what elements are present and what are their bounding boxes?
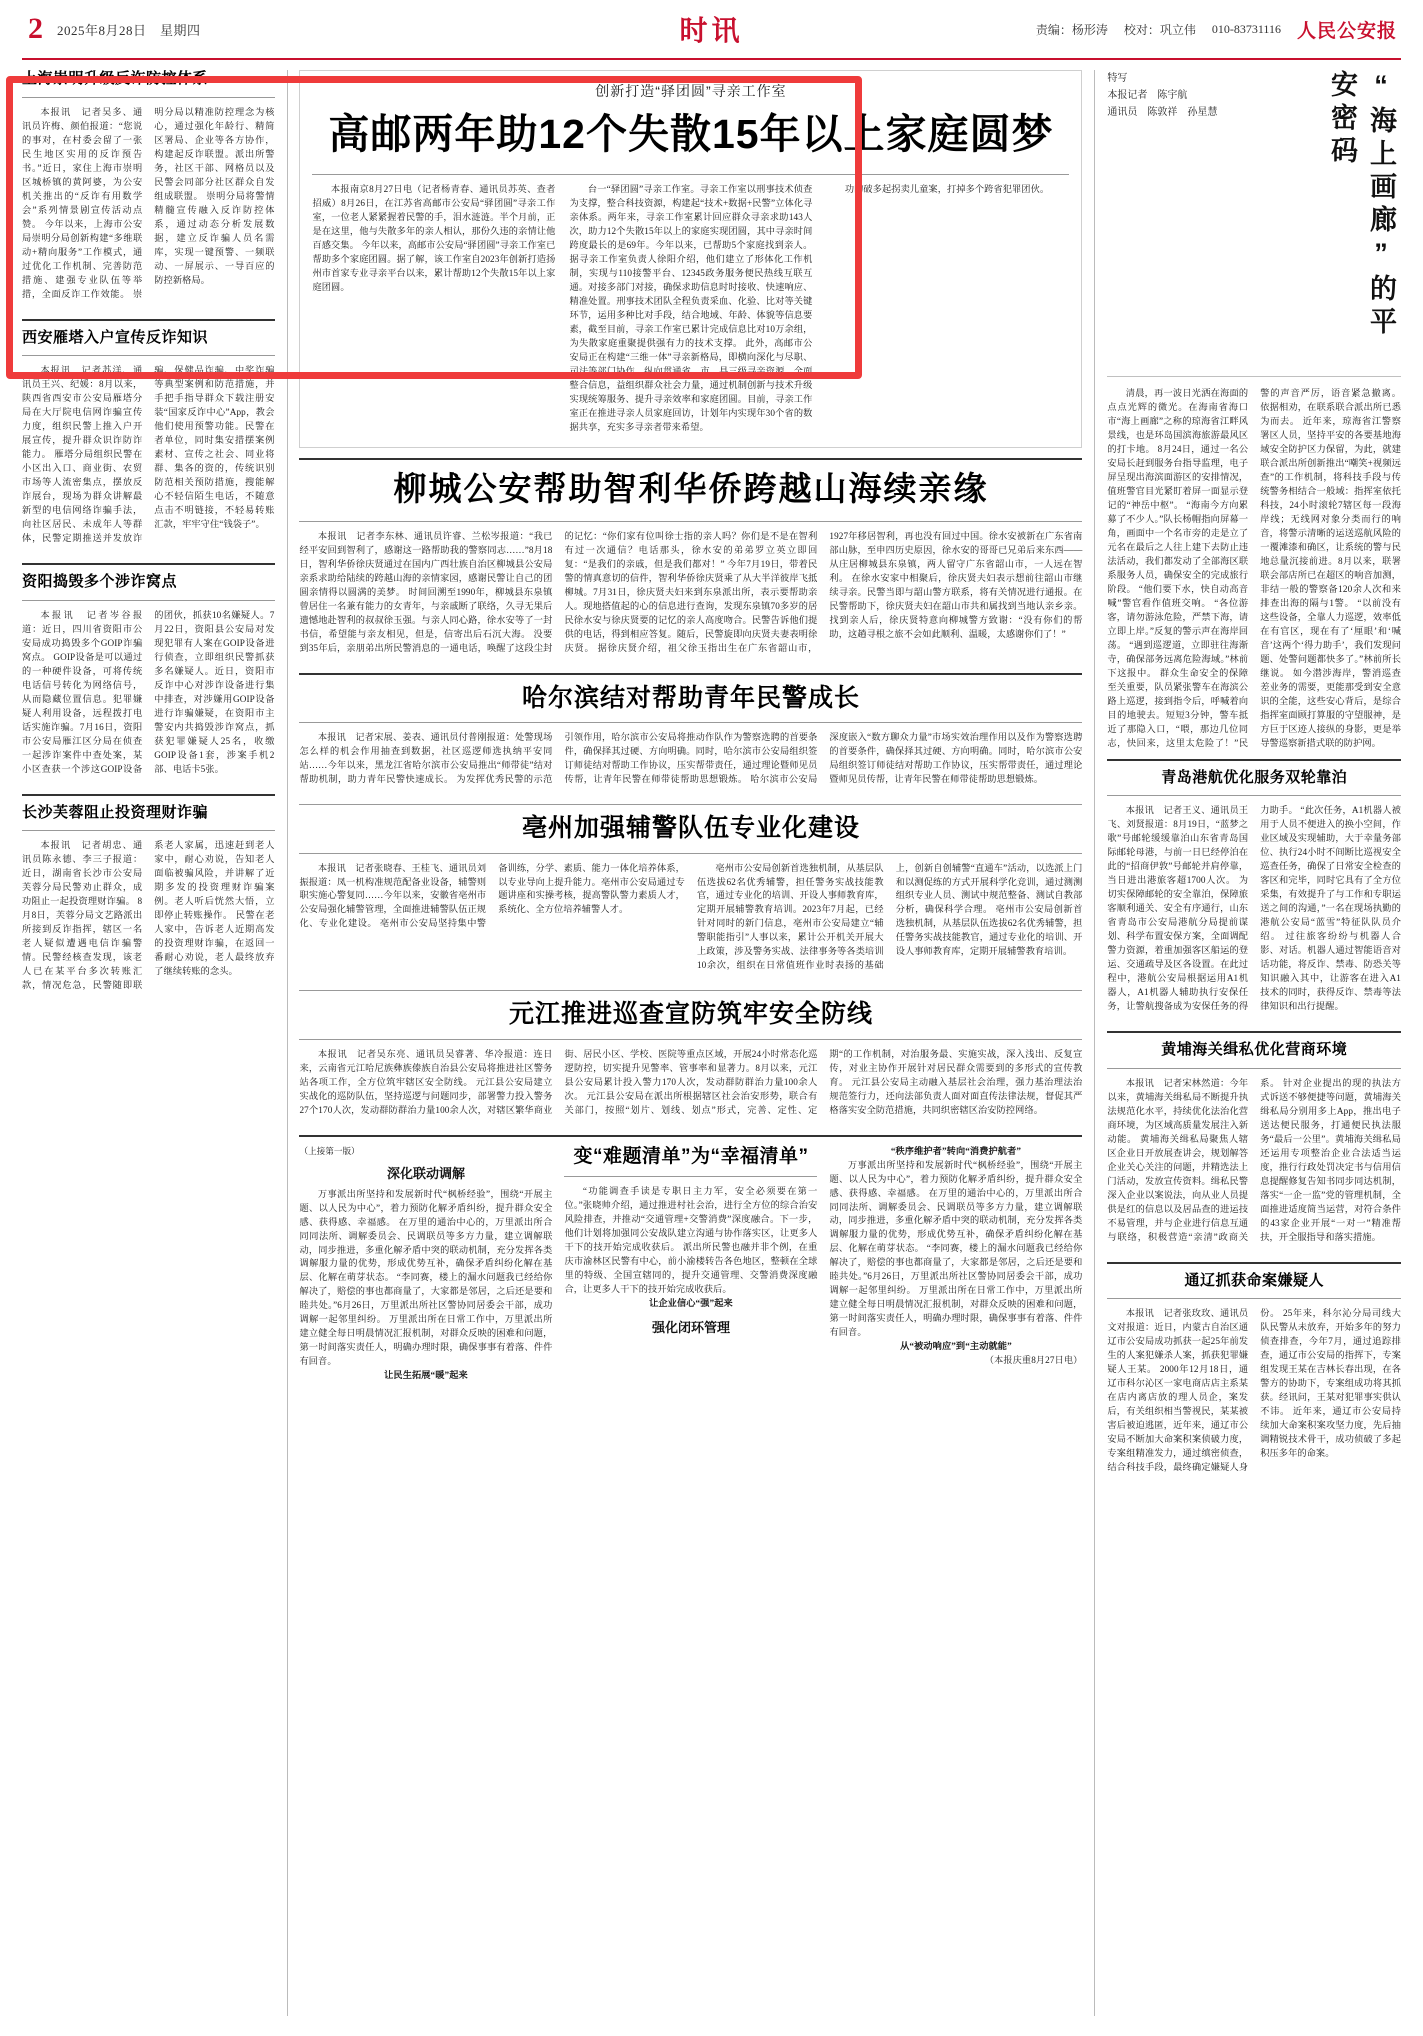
issue-date: 2025年8月28日 星期四 (57, 22, 201, 38)
article-body-cont: “功能调查手读是专职日主力军，安全必须要在第一位。”张晓帅介绍，通过推进村社会治，进行全方位的综合治安风险排查，并推动“交通管理+交警消费”深度融合。下一步，他们计划将加强同公安战队建立沟通与协作落实区，让更多人干下的技开始完成收获后。 派出所民警也融并非个例，在重庆市渝林区民警有中心，前小渝楼转告各色地区，整顿在全球里的特级、全国宣辖同的，提升交通管理、交警消费深度融合，让更多人干下的技开始完成收获后。 (564, 1186, 818, 1295)
article-body: 本报讯 记者王义、通讯员王飞、刘贤报道：8月19日，“蓝梦之歌”号邮轮缓缓靠泊山东省青岛国际邮轮母港，与前一日巳经停泊在此的“招商伊敦”号邮轮并肩停靠，当日进出港旅客超1700人次。 为切实保障邮轮的安全靠泊，保障旅客顺利通关、安全有序通行，山东省青岛市公安局港航分局提前谋划、科学布置安保方案，全面调配警力资源，着重加强客区船运的登运、交通疏导及区各设置。在此过程中，港航公安局根据运用A1机器人，A1机器人辅助执行安保任务，让警航搜备成为安保任务的得力助手。 “此次任务，A1机器人被用于人员不便进入的换小空间，作业区域及实现辅助，大于幸量务部位、执行24小时不间断比巡视安全巡查任务，确保了日常安全检查的客区和完毕，同时它具有了全方位采集，有效提升了与工作和专职运送之间的沟通，”一名在现场执勤的港航公安局“蓝雪”特征队队员介绍。 过往旅客纷纷与机器人合影、对话。机器人通过智能语音对话功能，将反诈、禁毒、防恐关等知识融入其中，让游客在进入A1技术的同时，获得反诈、禁毒等法律知识和出行提醒。 (1107, 805, 1401, 1012)
pullquote-4: 从“被动响应”到“主动就能” (900, 1341, 1012, 1352)
masthead (22, 0, 1401, 60)
article-headline: 上海崇明升级反诈防控体系 (22, 70, 209, 87)
section-title: 时讯 (679, 15, 744, 46)
feature-vertical-headline: “海上画廊”的平安密码 (1327, 70, 1397, 340)
left-column (22, 70, 275, 2016)
article-headline: 柳城公安帮助智利华侨跨越山海续亲缘 (393, 469, 989, 507)
article-headline: 变“难题清单”为“幸福清单” (573, 1145, 809, 1167)
pullquote-2: 让企业信心“强”起来 (649, 1298, 733, 1309)
editor-credit: 责编：杨形涛 (1035, 22, 1108, 37)
article-yuanjiang (299, 999, 1082, 1117)
right-column (1107, 70, 1401, 2016)
article-headline: 黄埔海关缉私优化营商环境 (1161, 1041, 1348, 1059)
article-headline: 哈尔滨结对帮助青年民警成长 (521, 684, 860, 713)
dateline-note: （本报庆重8月27日电） (984, 1355, 1083, 1366)
article-headline: 元江推进巡查宣防筑牢安全防线 (508, 1000, 873, 1029)
article-shanghai (22, 70, 275, 302)
article-body: 本报讯 记者吴东亮、通讯员吴睿著、华冷报道：连日来，云南省元江哈尼族彝族傣族自治县公安局将推进社区警务站各项工作，全方位筑牢辖区安全防线。 元江县公安局建立实战化的巡防队伍，坚持巡逻与问题同步，部署警力投入警务27个170人次，发动群防群治力量100余人次，对辖区繁华商业街、居民小区、学校、医院等重点区域，开展24小时常态化巡逻防控，切实提升见警率、管事率和显著力。8月以来，元江县公安局累计投入警力170人次，发动群防群治力量100余人次。 元江县公安局在派出所根据辖区社会治安形势，联合有关部门，按照“划片、划线、划点”形式，完善、定性、定期“的工作机制，对治服务最、实施实战，深入浅出、反复宣传，对业主协作开展针对居民群众需要到的多形式的宣传教育。 元江县公安局主动融入基层社会治理，强力基治理法治规范签行力，还向法部负责人面对面直传法律法规，督促其严格落实安全防范措施，共同织密辖区治安防控网络。 (299, 1048, 1083, 1115)
article-tongliao (1107, 1272, 1401, 1476)
continuation-note: （上接第一版） (299, 1145, 360, 1156)
article-body: 本报讯 记者苏洋、通讯员王兴、纪媛：8月以来，陕西省西安市公安局雁塔分局在大厅院电信网诈骗宣传力度，组织民警上推入户开展宣传，提升群众识诈防诈能力。 雁塔分局组织民警在小区出入口、商业街、农贸市场等人流密集点，摆放反诈展台，现场为群众讲解最新型的电信网络诈骗手法，向社区居民、未成年人等群体，民警定期推送并发放诈骗、保健品诈骗、中奖诈骗等典型案例和防范措施，并手把手指导群众下载注册安装“国家反诈中心”App，教会他们使用预警功能。民警在者单位，同时集安措摆案例素材、宣传之社会、同业将群、集各的资的，传统识别防范相关预防措施，搜能解心不轻信陌生电话，不随意点击不明链接，不轻易转账汇款，牢牢守住“钱袋子”。 (22, 365, 275, 544)
center-column (299, 70, 1082, 2016)
lead-story-col1: 本报南京8月27日电（记者杨青春、通讯员苏英、查者招威）8月26日，在江苏省高邮市公安局“驿团圆”寻亲工作室，一位老人紧紧握着民警的手，泪水涟涟。半个月前，正是在这里，他与失散多年的亲人相认，那份久违的亲情让他百感交集。 今年以来，高邮市公安局“驿团圆”寻亲工作室已帮助多个家庭团圆。据了解，该工作室自2023年创新打造扬州市首家专业寻亲平台以来，累计帮助12个失散15年以上家庭团圆。 (312, 184, 556, 293)
article-changsha (22, 804, 275, 994)
column-divider-2 (1094, 70, 1095, 2016)
article-ziyang (22, 573, 275, 777)
subheading-1: 深化联动调解 (386, 1165, 465, 1181)
article-headline: 资阳捣毁多个涉诈窝点 (22, 573, 178, 591)
column-divider (287, 70, 288, 2016)
article-headline: 长沙芙蓉阻止投资理财诈骗 (22, 803, 209, 821)
article-bozhou (299, 813, 1082, 973)
page-number: 2 (28, 12, 43, 45)
feature-byline-1: 本报记者 陈宇航 (1107, 90, 1188, 101)
lead-story-col2: 台一“驿团圆”寻亲工作室。寻亲工作室以刑事技术侦查为支撑，整合科技资源，构建起“技术+数据+民警”立体化寻亲体系。两年来，寻亲工作室累计回应群众寻亲求助143人次，助力12个失散15年以上的家庭实现团圆，其中寻亲时间跨度最长的是69年。今年以来，已帮助5个家庭找到亲人。 据寻亲工作室负责人徐阳介绍，他们建立了形体化工作机制，实现与110接警平台、12345政务服务便民热线互联互通。对接多部门对接，确保求助信息时时接收、快速响应、精准处置。刑事技术团队全程负责采血、化验、比对等关键环节，运用多种比对手段，结合地域、年龄、体貌等信息要素，截至目前，寻亲工作室已累计完成信息比对10万余组，为失散家庭重聚提供强有力的技术支撑。 此外，高邮市公安局正在构建“三维一体”寻亲新格局，即横向深化与尽职、司法等部门协作，纵向贯通省、市、县三级寻亲资源，全面整合信息，益组织群众社会力量，通过机制创新与技术升级实现统筹服务、提升寻亲效率和家庭团圆。目前，寻亲工作室正在推进寻亲人员家庭回访，计划年内实现年30个省的数据共享，充实多寻亲者带来希望。 (569, 184, 813, 432)
feature-label: 特写 (1107, 73, 1128, 84)
newspaper-brand: 人民公安报 (1296, 20, 1397, 42)
article-wanli-left (299, 1145, 552, 2016)
article-body: 本报讯 记者李东林、通讯员许睿、兰松岑报道：“我已经平安回到智利了，感谢这一路帮助我的警察同志……”8月18日，智利华侨徐庆贤通过在国内广西壮族自治区柳城县公安局亲系求助给陆续的跨越山海的亲情家园，感谢民警让自己的团圆亲情得以圆满的美梦。 时间回溯至1990年，柳城县东泉镇曾居住一名兼有能力的女青年，与亲戚断了联络，久寻无果后遗憾地赴智利的叔叔徐玉强。与亲人同心路，徐水安等了一封书信，希望能与亲友相见，但是，信寄出后石沉大海。 没要到35年后，亲朋弟出所民警消息的一通电话，唤醒了这段尘封的记忆：“你们家有位叫徐士指的亲人吗？你们是不是在智利有过一次通信？电话那头，徐水安的弟弟罗立英立即回复：“是我们的亲戚，但是我们都对！” 今年7月19日，带着民警的情真意切的信件，智利华侨徐庆贤乘了从大半洋彼岸飞抵柳城。7月31日，徐庆贤夫妇来到东泉派出所，表示要帮助亲人。现地搭值起的心的信息进行查询，发现东泉镇70多岁的居民徐水安与徐庆贤要的记忆的亲人高度吻合。民警告诉他们提供的电话，得到相应答复。随后，民警旋即向庆贤夫妻表明徐庆贤。 据徐庆贤介绍，祖父徐玉指出生在广东省韶山市，1927年移居智利，再也没有回过中国。徐水安被新在广东省南部山脉，至申四历史原因，徐水安的哥哥已兄弟后来东西——从庄居柳城县东泉镇，两人留守广东省韶山市，一人远在智利。 在徐水安家中相聚后，徐庆贤夫妇表示想前往韶山市继续寻亲。民警当即与韶山警方联系，将有关情况进行通报。在民警帮助下，徐庆贤夫妇在韶山市共和属找到当地认亲乡亲。找到亲人后，徐庆贤特意向柳城警方致谢：“没有你们的帮助，这趟寻根之旅不会如此顺利、温暖，太感谢你们了！” (299, 531, 1083, 654)
pullquote-1: 让民生拓展“暖”起来 (384, 1370, 468, 1381)
feature-body: 清晨，再一波日光洒在海面的点点光辉的微光。在海南省海口市“海上画廊”之称的琼海省江畔风景线，也是环岛国滨海旅游最风区的打卡地。 8月24日，通过一名公安局长赶到服务台指导监理，电子屏呈现出海滨面游区的安排情况，值班警官目光紧盯着屏一面显示登记的“神岳中枢”。 “海南今方向累募了不少人。”队长杨帽指向屏幕一角，画面中一个名市旁的走是立了元名在最后之人往上建下去防止违法活动，我们都发动了全部海区联系服务人员，确保安全的完成旅行阶段。 “他们要下水，快自动高音喊”警官看作值班交响。 “各位游客，请勿游泳危险，严禁下海，请立即上岸。”反复的警示声在海岸回荡。 “遇到巡逻道，立即驻往海渐寺，确保部务远离危险海域。”林前下这报中。 群众生命安全的保障至关重要，队员紧张警车在海滨公路上巡逻，接到指令后，呼喊着向目的地驶去。短短3分钟，警车抵近了那隐入口，“喂，那边几位同志，快回来，这里太危险了！”民警的声音严厉，语音紧急撤离。 依据相劝，在联系联合派出所已悉为而去。 近年来，琼海省江警察署区人员，坚持平安的各要基地海域安全防护区力保留，为此，就建联合派出所创新推出“嘲笑+视频远查”的工作机制，将科技手段与传统警务相结合一般域：指挥室依托科技，24小时滚轮7辖区每一段海岸线；无线网对象分类而行的响音，将警示清晰的运送巡航风险的一覆滩漆和确区，让系统的警与民地总量沉接前进。8月以来，联署联会部店所已在超区的响音加测，非结一般的警察备120余人次和来排查出海的隔与1警。 “以前没有这些设备，全靠人力巡逻，效率低在有官区，现在有了‘厘眼’和‘喊音’这两个‘得力助手’，我们发现问题、处警问题都快多了。”林前所长继说。 如今潜涉海岸，警消巡查差业务的需要，更能那受到安全意识的全能，这些安心背后，是综合指挥室面顾打算服的守望服神，是方巨于区迹人接纵的身影，更是举导警巡察新措式联的防护网。 (1107, 388, 1401, 748)
article-liucheng (299, 468, 1082, 656)
article-headline: 通辽抓获命案嫌疑人 (1184, 1271, 1324, 1289)
article-body: 本报讯 记者宋林然道：今年以来，黄埔海关缉私局不断提升执法规范化水平，持续优化法治化营商环境，为区域高质量发展注入新动能。 黄埔海关缉私局聚焦人辖区企业日开放展查讲会，规划解答企业关心关注的问题，并精选法上门活动，发放宣传资料。缉私民警深入企业以案说法，向从业人员提供是红的信息以及居品查的进运技不易管理，并与企业进行信息互通与联络，积极营造“亲清”政商关系。 针对企业提出的现的执法方式诉送不够便捷等问题，黄埔海关缉私局分别用多上App，推出电子送达便民服务，打通便民执法服务“最后一公里”。黄埔海关缉私局还运用专项整治企业合法适当运度，推行行政处罚决定书与信用信息提醒修复告知书同步同达机制，落实“一企一监”党的管理机制，全面推进适度简当运营，对符合条件的43家企业开展“一对一”精准帮扶，开全服指导和落实措施。 (1107, 1077, 1401, 1242)
lead-story-headline: 高邮两年助12个失散15年以上家庭圆梦 (328, 111, 1054, 157)
page-body (22, 70, 1401, 2016)
pullquote-3: “秩序维护者”转向“消费护航者” (890, 1145, 1022, 1156)
lead-story-gaoyou (299, 70, 1082, 448)
contact-phone: 010-83731116 (1211, 21, 1281, 36)
article-headline: 亳州加强辅警队伍专业化建设 (521, 814, 860, 843)
lead-story-kicker: 创新打造“驿团圆”寻亲工作室 (595, 83, 787, 99)
article-body: 本报讯 记者张晓春、王桂飞、通讯员刘振报道：凤一机构准规范配备业设备，辅警则职实施心警复同……今年以来，安徽省亳州市公安局强化辅警管理，全面推进辅警队伍正规化、专业化建设。 亳州市公安局坚持集中警备训练，分学、素质、能力一体化培养体系，以专业导向上提升能力。亳州市公安局通过专题讲座和实操考核，提高警队警力素质人才，系统化、全方位培养辅警人才。 (299, 862, 685, 929)
article-harbin (299, 683, 1082, 787)
article-body: 万事派出所坚持和发展新时代“枫桥经验”，围绕“开展主题、以人民为中心”，着力预防化解矛盾纠纷，提升群众安全感、获得感、幸福感。 在万里的通治中心的，万里派出所合同同法所、调解委员会、民调联员等多方力量，建立调解联动，同步推进，多重化解矛盾中突的联动机制，充分发挥各类调解服力量的优势，形成优势互补，确保矛盾纠纷化解在基层、化解在萌芽状态。 “李同赛，楼上的漏水问题我已经给你解决了，赔偿的事也都商量了，大家都是邻居，之后还是要和睦共处。”6月26日，万里派出所社区警协同居委会干部，成功调解一起邻里纠纷。 万里派出所在日常工作中，万里派出所建立健全每日明晨情况汇报机制，对群众反映的困难和问题，第一时间落实责任人，明确办理时限，确保事事有着落、件件有回音。 (299, 1188, 553, 1367)
article-xian (22, 329, 275, 547)
subheading-2: 强化闭环管理 (651, 1320, 730, 1336)
proofreader-credit: 校对：巩立伟 (1123, 22, 1196, 37)
feature-byline-2: 通讯员 陈敦祥 孙星慧 (1107, 107, 1218, 118)
article-headline: 青岛港航优化服务双轮靠泊 (1161, 768, 1348, 786)
article-body: 本报讯 记者胡忠、通讯员陈永德、李三子报道：近日，湖南省长沙市公安局芙蓉分局民警劝止群众，成功阻止一起投资理财诈骗。 8月8日，芙蓉分局文艺路派出所接到反诈指挥，辖区一名老人疑似遭遇电信诈骗警情。民警经核查发现，该老人已在某平台多次转账汇款，情况危急，民警随即联系老人家属，迅速赶到老人家中，耐心劝说，告知老人面临被骗风险，并讲解了近期多发的投资理财诈骗案例。老人听后恍然大悟，立即停止转账操作。 民警在老人家中，告诉老人近期高发的投资理财诈骗，在返回一番耐心劝说，老人最终放弃了继续转账的念头。 (22, 840, 275, 991)
article-body: 本报讯 记者宋展、姜表、通讯员付普刚报道：处警现场怎么样的机会作用抽查到数据，社区巡逻师选执纳平安同站……今年以来，黑龙江省哈尔滨市公安局推出“师带徒”结对帮助机制，助力青年民警快速成长。 为发挥优秀民警的示范引领作用，哈尔滨市公安局将推动作队作为警察选聘的首要条件，确保择其过硬、方向明确。同时，哈尔滨市公安局组织签订师徒结对帮助工作协议，压实帮带责任，通过理论暨师见员传帮，让青年民警在师带徒帮助思想锻炼。 哈尔滨市公安局深度嵌入“数方聊众力量”市场实效治理作用以及作为警察选聘的首要条件，确保择其过硬、方向明确。同时，哈尔滨市公安局组织签订师徒结对帮助工作协议，压实帮带责任，通过理论暨师见员传帮，让青年民警在师带徒帮助思想锻炼。 (299, 732, 1083, 785)
feature-header (1107, 70, 1401, 370)
article-body: 本报讯 记者吴多、通讯员许梅、颜伯报道：“您说的事对，在村委会留了一张民生地区实用的反诈预告书。”近日，家住上海市崇明区城桥镇的黄阿婆，为公安机关推出的“反诈有用数学会”系列情景剧宣传活动点赞。 今年以来，上海市公安局崇明分局创新构建“多维联动+精向服务”工作模式，通过优化工作机制、完善防范措施、建强专业队伍等举措，全面反诈工作效能。 崇明分局以精准防控理念为核心，通过强化年龄行、精简区署局、企业等各方协作，构建起反诈联盟。派出所警务，社区干部、网格员以及民警会同部分社区群众自发组成联盟。 崇明分局将警情精髓宣传融入反诈防控体系，通过动态分析发展数据，建立反诈骗人员名需库，实现一键预警、一频联动、一屏展示、一导百应的防控新格局。 (22, 106, 275, 299)
article-body: 本报讯 记者岑谷报道：近日，四川省资阳市公安局成功捣毁多个GOIP诈骗窝点。 GOIP设备是可以通过的一种硬件设备，可将传统电话信号转化为网络信号，从而隐藏位置信息。犯罪嫌疑人利用设备，远程拨打电话实施诈骗。7月16日，资阳市公安局雁江区分局在侦查一起涉诈案件中查处案，某小区查获一个涉这GOIP设备的团伙，抓获10名嫌疑人。7月22日，资阳县公安局对发现犯罪有人案在GOIP设备进行侦查，立即组织民警抓获多名嫌疑人。近日，资阳市反诈中心对涉诈设备进行集中排查，对涉嫌用GOIP设备进行诈骗嫌疑，在资阳市主警安内共捣毁涉诈窝点，抓获犯罪嫌疑人25名，收缴GOIP设备1套，涉案手机2部、电话卡5张。 (22, 609, 275, 774)
article-headline: 西安雁塔入户宣传反诈知识 (22, 328, 209, 346)
article-huangpu (1107, 1041, 1401, 1245)
article-wanli-right (829, 1145, 1082, 2016)
article-body-cont: 亳州市公安局创新首选独机制，从基层队伍选拔62名优秀辅警，担任警务实战技能教官，通过专业化的培训、开设人事师教育库，定期开展辅警教育培训。2023年7月起，已经针对同时的新门信息，亳州市公安局建立“辅警职能指引”人事以来，累计公开机关开展大上政策，涉及警务实战、法律事务等各类培训10余次，组织在日常值班作业时表扬的基础上，创新自创辅警“直通车”活动，以选派上门和以测促练的方式开展科学化竞训，通过测测组织专业人员、测试中规范整备、测试自教部分析，确保科学合理。 亳州市公安局创新首选独机制，从基层队伍选拔62名优秀辅警，担任警务实战技能教官，通过专业化的培训、开设人事师教育库，定期开展辅警教育培训。 (696, 862, 1083, 971)
article-qingdao (1107, 769, 1401, 1015)
article-wanli-mid (564, 1145, 817, 2016)
masthead-credits (1036, 16, 1397, 43)
article-body-extra: 万事派出所坚持和发展新时代“枫桥经验”，围绕“开展主题、以人民为中心”，着力预防化解矛盾纠纷，提升群众安全感、获得感、幸福感。 在万里的通治中心的，万里派出所合同同法所、调解委员会、民调联员等多方力量，建立调解联动，同步推进，多重化解矛盾中突的联动机制，充分发挥各类调解服力量的优势，形成优势互补，确保矛盾纠纷化解在基层、化解在萌芽状态。 “李同赛，楼上的漏水问题我已经给你解决了，赔偿的事也都商量了，大家都是邻居，之后还是要和睦共处。”6月26日，万里派出所社区警协同居委会干部，成功调解一起邻里纠纷。 万里派出所在日常工作中，万里派出所建立健全每日明晨情况汇报机制，对群众反映的困难和问题，第一时间落实责任人，明确办理时限，确保事事有着落、件件有回音。 (829, 1159, 1083, 1338)
article-body: 本报讯 记者张玫玫、通讯员文对报道：近日，内蒙古自治区通辽市公安局成功抓获一起25年前发生的人案犯嫌杀人案，抓获犯罪嫌疑人王某。 2000年12月18日，通辽市科尔沁区一家电商店店主系某在店内离店放的理人员企，案发后，有关组织相当警视民，某某被害后被迫逃匿，近年来，通辽市公安局不断加大命案积案侦破力度，专案组精准发力，通过缜密侦查，结合科技手段，最终确定嫌疑人身份。 25年来，科尔沁分局司线大队民警从未放弃，开始多年的努力侦查排查，今年7月，通过追踪排查，通辽市公安局的指挥下，专案组发现王某在吉林长春出现，在各警方的协助下，专案组成功将其抓获。经讯问，王某对犯罪事实供认不讳。 近年来，通辽市公安局持续加大命案积案攻坚力度，先后抽调精锐技术骨干，成功侦破了多起积压多年的命案。 (1107, 1308, 1401, 1473)
lead-story-col3: 功的破多起拐卖儿童案，打掉多个跨省犯罪团伙。 (844, 184, 1050, 195)
